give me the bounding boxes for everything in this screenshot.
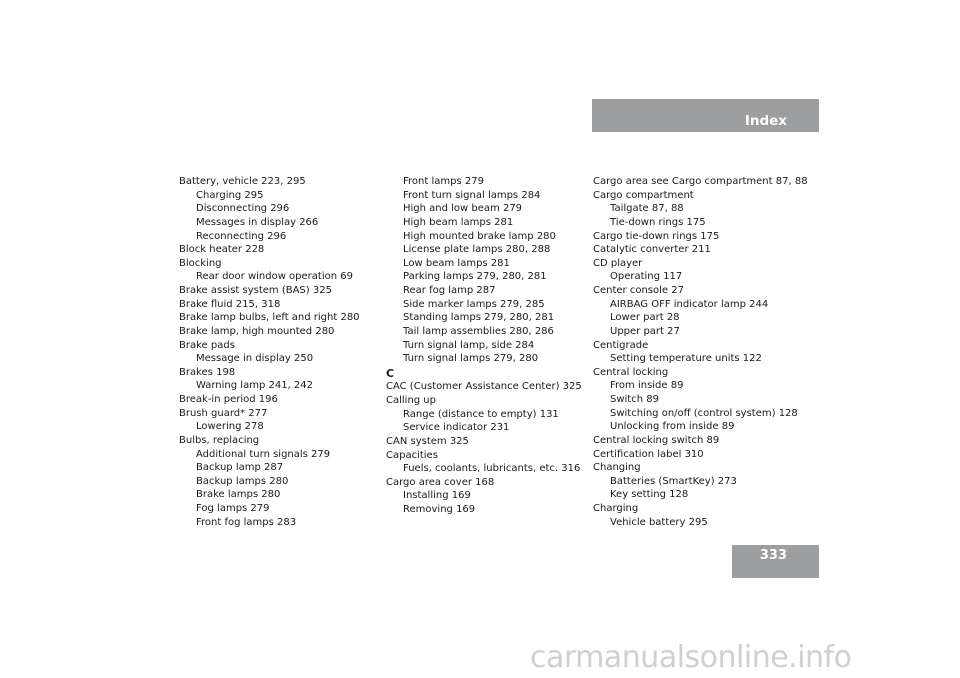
index-subentry: Switching on/off (control system) 128 — [610, 407, 798, 419]
index-entry: Brake lamp bulbs, left and right 280 — [179, 312, 360, 324]
index-subentry: Additional turn signals 279 — [196, 448, 331, 460]
index-subentry: High mounted brake lamp 280 — [403, 230, 556, 242]
index-subentry: Switch 89 — [610, 394, 659, 405]
index-subentry: Tail lamp assemblies 280, 286 — [403, 325, 554, 337]
index-subentry: Turn signal lamp, side 284 — [403, 339, 535, 351]
index-subentry: AIRBAG OFF indicator lamp 244 — [610, 298, 769, 310]
index-subentry: Rear door window operation 69 — [196, 271, 353, 283]
index-subentry: High and low beam 279 — [403, 203, 523, 215]
index-subentry: Service indicator 231 — [403, 422, 510, 434]
index-entry: Brake fluid 215, 318 — [179, 298, 281, 310]
index-subentry: Message in display 250 — [196, 353, 314, 365]
index-subentry: Warning lamp 241, 242 — [196, 380, 313, 392]
index-column-2 — [386, 175, 582, 517]
index-subentry: Fog lamps 279 — [196, 503, 270, 514]
index-subentry: Front fog lamps 283 — [196, 516, 297, 528]
index-entry: CD player — [593, 257, 643, 269]
index-column-3 — [593, 175, 808, 529]
index-subentry: Range (distance to empty) 131 — [403, 408, 559, 420]
index-subentry: Charging 295 — [196, 189, 264, 201]
index-entry: Cargo area see Cargo compartment 87, 88 — [593, 176, 808, 187]
index-letter-heading: C — [386, 366, 395, 380]
index-subentry: Backup lamp 287 — [196, 462, 284, 474]
index-subentry: Backup lamps 280 — [196, 475, 289, 487]
index-entry: Charging — [593, 503, 639, 514]
index-subentry: Installing 169 — [403, 490, 471, 502]
index-subentry: Front lamps 279 — [403, 176, 484, 187]
index-subentry: Upper part 27 — [610, 325, 680, 337]
index-entry: Central locking switch 89 — [593, 434, 720, 446]
index-entry: Break-in period 196 — [179, 394, 278, 405]
index-subentry: Lower part 28 — [610, 312, 680, 324]
index-subentry: Vehicle battery 295 — [610, 516, 708, 528]
watermark: carmanualsonline.info — [530, 640, 852, 675]
index-subentry: Operating 117 — [610, 271, 683, 283]
index-subentry: Low beam lamps 281 — [403, 257, 510, 269]
index-subentry: Brake lamps 280 — [196, 489, 281, 501]
index-entry: Brake pads — [179, 339, 235, 351]
index-entry: Block heater 228 — [179, 244, 265, 256]
index-subentry: Parking lamps 279, 280, 281 — [403, 271, 547, 283]
index-subentry: Lowering 278 — [196, 421, 264, 433]
index-subentry: Turn signal lamps 279, 280 — [403, 353, 539, 365]
index-entry: Cargo tie-down rings 175 — [593, 230, 720, 242]
index-subentry: Removing 169 — [403, 504, 476, 515]
index-subentry: Front turn signal lamps 284 — [403, 189, 541, 201]
index-entry: Battery, vehicle 223, 295 — [179, 176, 306, 187]
index-subentry: Batteries (SmartKey) 273 — [610, 475, 737, 487]
index-subentry: From inside 89 — [610, 380, 684, 392]
index-entry: Calling up — [386, 395, 436, 406]
index-entry: Bulbs, replacing — [179, 434, 260, 446]
index-subentry: Messages in display 266 — [196, 216, 319, 228]
page-number: 333 — [759, 548, 787, 563]
index-entry: CAC (Customer Assistance Center) 325 — [386, 381, 582, 393]
index-subentry: High beam lamps 281 — [403, 216, 514, 228]
index-column-1 — [179, 175, 360, 529]
index-entry: Certification label 310 — [593, 448, 704, 460]
index-subentry: License plate lamps 280, 288 — [403, 244, 551, 256]
index-entry: Centigrade — [593, 339, 649, 351]
section-header-tab — [592, 99, 819, 132]
index-subentry: Key setting 128 — [610, 489, 689, 501]
index-entry: Brake lamp, high mounted 280 — [179, 325, 335, 337]
index-entry: Brush guard* 277 — [179, 407, 268, 419]
index-entry: Cargo area cover 168 — [386, 476, 495, 488]
index-entry: Cargo compartment — [593, 189, 694, 201]
page-number-box — [732, 545, 819, 578]
index-subentry: Setting temperature units 122 — [610, 353, 762, 365]
index-subentry: Disconnecting 296 — [196, 203, 290, 215]
index-subentry: Side marker lamps 279, 285 — [403, 298, 545, 310]
index-entry: Brakes 198 — [179, 366, 236, 378]
index-entry: CAN system 325 — [386, 435, 469, 447]
index-entry: Brake assist system (BAS) 325 — [179, 285, 332, 296]
index-entry: Central locking — [593, 366, 669, 378]
index-subentry: Rear fog lamp 287 — [403, 285, 496, 296]
index-entry: Capacities — [386, 449, 438, 461]
index-entry: Changing — [593, 462, 641, 474]
index-entry: Center console 27 — [593, 285, 684, 296]
index-subentry: Tailgate 87, 88 — [610, 203, 684, 215]
index-subentry: Fuels, coolants, lubricants, etc. 316 — [403, 463, 581, 475]
index-entry: Blocking — [179, 257, 222, 269]
index-entry: Catalytic converter 211 — [593, 244, 711, 256]
index-subentry: Unlocking from inside 89 — [610, 421, 735, 433]
index-subentry: Standing lamps 279, 280, 281 — [403, 312, 555, 324]
index-subentry: Reconnecting 296 — [196, 230, 287, 242]
section-title: Index — [744, 113, 787, 129]
index-subentry: Tie-down rings 175 — [610, 216, 706, 228]
